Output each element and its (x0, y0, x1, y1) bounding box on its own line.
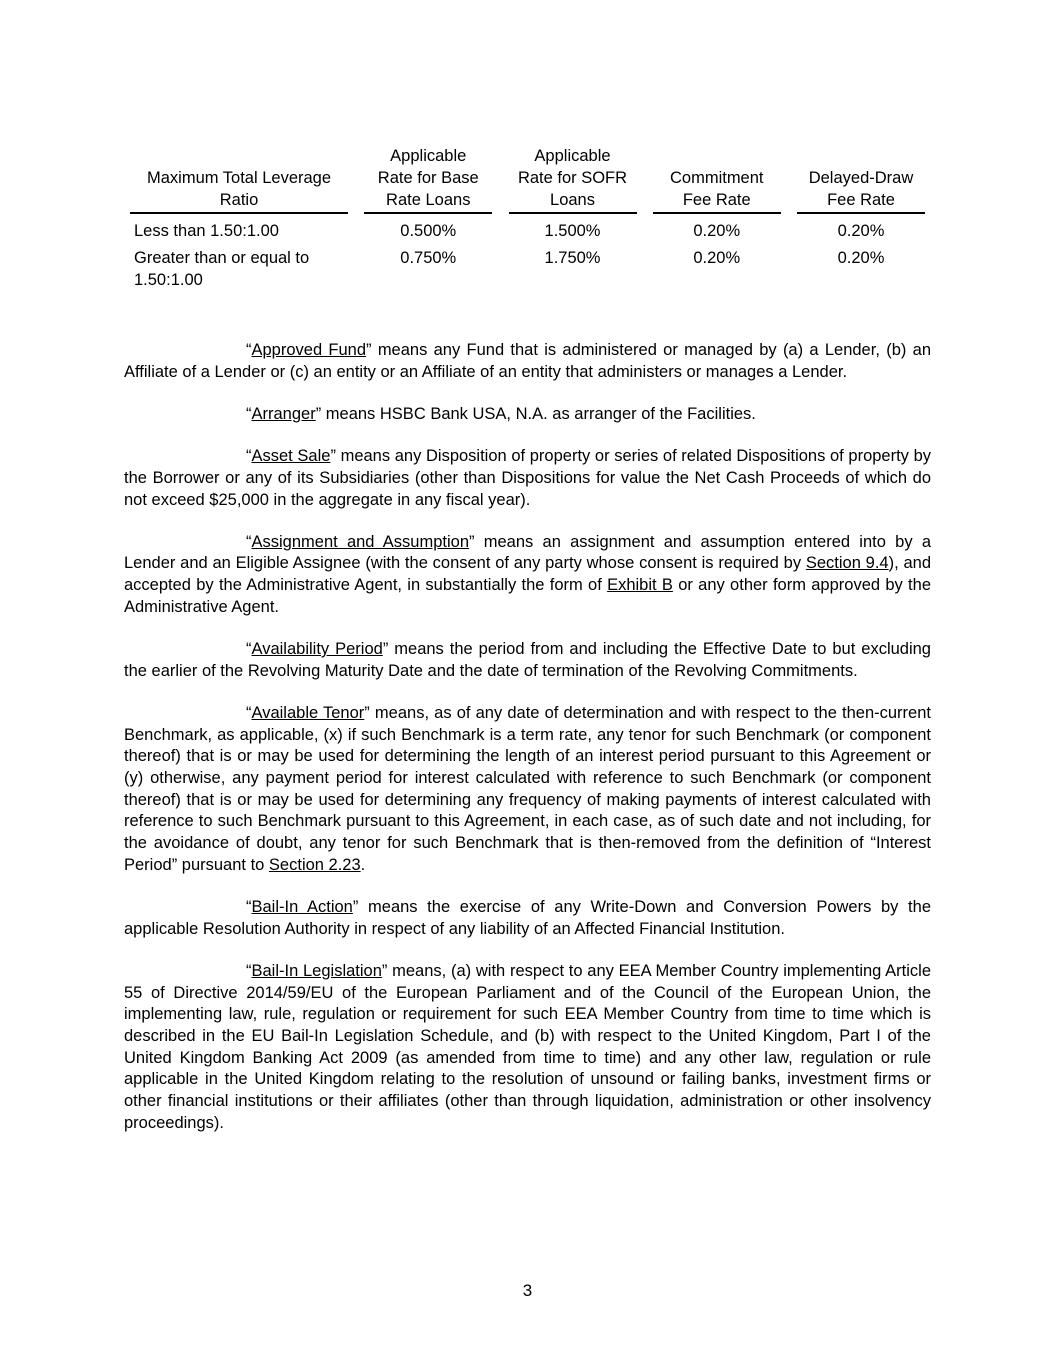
table-cell: 0.20% (693, 222, 741, 240)
definition-availability-period (124, 639, 931, 682)
header-line: Maximum Total Leverage (146, 169, 332, 187)
open-quote: “ (246, 447, 252, 466)
header-commitment-fee (653, 167, 781, 214)
table-cell: 1.750% (544, 249, 601, 267)
table-cell: Less than 1.50:1.00 (134, 222, 279, 240)
table-cell: 0.20% (837, 222, 885, 240)
table-cell: 0.500% (400, 222, 457, 240)
table-row (130, 220, 925, 242)
open-quote: “ (246, 640, 252, 659)
definition-assignment-and-assumption (124, 532, 931, 619)
defined-term: Bail-In Action (251, 898, 353, 917)
header-line: Rate Loans (386, 191, 471, 209)
header-line: Delayed-Draw (808, 169, 914, 187)
table-header-row (130, 145, 925, 214)
definition-text: ” means any Fund that is administered or managed by (a) a Lender, (b) an Affiliate of a Lender or (c) an entity or an Affiliate of an entity that administers or manages a Lender. (124, 341, 931, 381)
definition-approved-fund (124, 340, 931, 383)
header-line: Ratio (219, 191, 259, 209)
header-sofr-rate (509, 145, 637, 214)
header-max-leverage-ratio (130, 167, 348, 214)
definition-bail-in-action (124, 897, 931, 940)
exhibit-reference: Exhibit B (607, 576, 673, 595)
header-delayed-draw-fee (797, 167, 925, 214)
open-quote: “ (246, 341, 252, 359)
open-quote: “ (246, 961, 252, 980)
defined-term: Assignment and Assumption (251, 532, 470, 551)
table-row (130, 247, 925, 291)
definition-text: ” means the exercise of any Write-Down and Conversion Powers by the applicable Resolution Authority in respect of any liability of an Affected Financial Institution. (124, 898, 931, 938)
definition-text: ” means, (a) with respect to any EEA Member Country implementing Article 55 of Directive 2014/59/EU of the European Parliament and of the Council of the European Union, the implementing law, rule, regulation or requirement for such EEA Member Country from time to time which is described in the EU Bail-In Legislation Schedule, and (b) with respect to the United Kingdom, Part I of the United Kingdom Banking Act 2009 (as amended from time to time) and any other law, regulation or rule applicable in the United Kingdom relating to the resolution of unsound or failing banks, investment firms or other financial institutions or their affiliates (other than through liquidation, administration or other insolvency proceedings). (124, 961, 932, 1132)
defined-term: Available Tenor (251, 703, 365, 722)
defined-term: Bail-In Legislation (251, 961, 382, 980)
header-line: Loans (550, 191, 595, 209)
definition-arranger (124, 404, 931, 426)
header-base-rate (364, 145, 492, 214)
section-reference: Section 2.23 (268, 855, 361, 874)
table-cell: 1.500% (544, 222, 601, 240)
open-quote: “ (246, 703, 252, 722)
definition-text: ” means, as of any date of determination and with respect to the then-current Benchmark, as applicable, (x) if such Benchmark is a term rate, any tenor for such Benchmark (or component thereof) that is or may be used for determining the length of an interest period pursuant to this Agreement or (y) otherwise, any payment period for interest calculated with reference to such Benchmark (or component thereof) that is or may be used for determining any frequency of making payments of interest calculated with reference to such Benchmark pursuant to this Agreement, in each case, as of such date and not including, for the avoidance of doubt, any tenor for such Benchmark that is then-removed from the definition of “Interest Period” pursuant to (124, 703, 931, 874)
definition-available-tenor (124, 703, 931, 877)
header-line: Rate for Base (377, 169, 479, 187)
defined-term: Availability Period (251, 640, 383, 659)
defined-term: Arranger (251, 404, 316, 423)
definition-text: or any other form approved by the Administrative Agent. (124, 576, 931, 616)
header-line: Applicable (534, 147, 611, 165)
table-cell: Greater than or equal to 1.50:1.00 (134, 249, 310, 289)
definition-text: ), and accepted by the Administrative Agent, in substantially the form of (124, 554, 931, 595)
definition-asset-sale (124, 446, 931, 511)
header-line: Commitment (669, 169, 764, 187)
definition-bail-in-legislation (124, 961, 931, 1135)
definition-text: ” means any Disposition of property or series of related Dispositions of property by the Borrower or any of its Subsidiaries (other than Dispositions for value the Net Cash Proceeds of which do not exceed $25,000 in the aggregate in any fiscal year). (124, 447, 931, 509)
definition-text: ” means the period from and including the Effective Date to but excluding the earlier of the Revolving Maturity Date and the date of termination of the Revolving Commitments. (124, 640, 931, 680)
open-quote: “ (246, 532, 252, 551)
pricing-grid-table (130, 145, 925, 291)
definition-text: ” means HSBC Bank USA, N.A. as arranger of the Facilities. (315, 404, 756, 423)
open-quote: “ (246, 404, 252, 423)
page-number: 3 (522, 1281, 533, 1300)
definitions-section (124, 340, 931, 1155)
table-cell: 0.750% (400, 249, 457, 267)
header-line: Fee Rate (682, 191, 751, 209)
table-cell: 0.20% (837, 249, 885, 267)
table-cell: 0.20% (693, 249, 741, 267)
section-reference: Section 9.4 (805, 554, 889, 573)
header-line: Fee Rate (827, 191, 895, 209)
defined-term: Asset Sale (251, 447, 331, 466)
definition-text: . (360, 855, 366, 874)
open-quote: “ (246, 898, 252, 917)
header-line: Rate for SOFR (517, 169, 628, 187)
definition-text: ” means an assignment and assumption entered into by a Lender and an Eligible Assignee (with the consent of any party whose consent is required by (124, 532, 931, 573)
header-line: Applicable (390, 147, 467, 165)
defined-term: Approved Fund (251, 341, 367, 359)
